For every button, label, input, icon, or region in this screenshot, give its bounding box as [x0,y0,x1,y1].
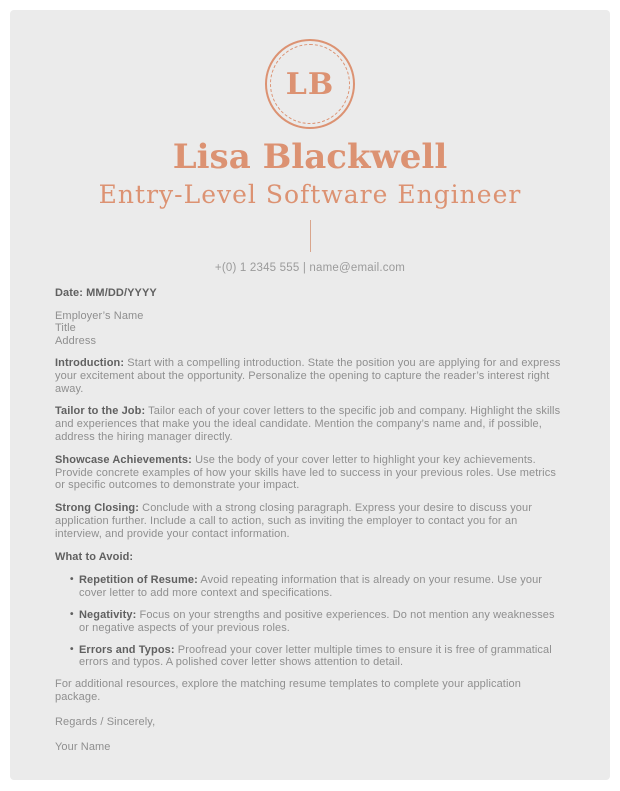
list-item-lead: Repetition of Resume: [79,574,198,587]
monogram-badge [265,39,355,129]
list-item-text: Proofread your cover letter multiple times to ensure it is free of grammatical errors and typos. A polished cover letter shows attention to detail. [79,643,552,669]
letter-header [10,39,610,274]
bullet-icon: • [70,608,74,620]
signoff: Regards / Sincerely, [55,715,156,728]
list-item [71,574,565,600]
bullet-icon: • [70,643,74,655]
paragraph-text: Tailor each of your cover letters to the specific job and company. Highlight the skills and experiences that make you the ideal candidate. Mention the company’s name and, if possible, address the hiring manager directly. [55,405,561,443]
bullet-icon: • [70,574,74,586]
paragraph-tailor [55,405,565,443]
monogram-initials: LB [285,66,335,102]
closing-note: For additional resources, explore the matching resume templates to complete your application package. [55,678,521,703]
paragraph-lead: Showcase Achievements: [55,453,192,466]
recipient-name: Employer’s Name [55,309,144,322]
paragraph-lead: Introduction: [55,356,125,369]
paragraph-lead: Strong Closing: [55,502,139,515]
paragraph-showcase [55,454,565,492]
paragraph-text: Start with a compelling introduction. State the position you are applying for and express your excitement about the opportunity. Personalize the opening to capture the reader’s interest right away. [55,356,561,395]
paragraph-closing [55,502,565,540]
person-name: Lisa Blackwell [172,137,448,177]
date-line [55,287,565,300]
list-item-lead: Errors and Typos: [79,643,175,656]
paragraph-text: Use the body of your cover letter to highlight your key achievements. Provide concrete examples of how your skills have led to success in your previous roles. Use metrics or specific outcomes to demonstrate your impact. [55,453,556,492]
contact-info: +(0) 1 2345 555 | name@email.com [214,261,406,274]
list-item [71,609,565,635]
avoid-heading: What to Avoid: [55,550,134,563]
letter-body [10,287,610,754]
paragraph-introduction [55,357,565,395]
avoid-list [71,574,565,669]
header-divider [310,220,311,252]
list-item-text: Avoid repeating information that is already on your resume. Use your cover letter to add more context and specifications. [79,574,543,600]
person-job-title: Entry-Level Software Engineer [98,179,522,209]
paragraph-lead: Tailor to the Job: [55,405,146,418]
paragraph-text: Conclude with a strong closing paragraph. Express your desire to discuss your application further. Include a call to action, such as inviting the employer to contact you for an interview, and provide your contact information. [55,502,532,540]
signature-name: Your Name [55,740,111,753]
recipient-address: Address [55,335,97,348]
date-label: Date: [55,286,84,299]
cover-letter-page [10,10,610,780]
list-item [71,644,565,670]
recipient-block [55,310,565,348]
recipient-title: Title [55,322,76,335]
date-value: MM/DD/YYYY [86,286,157,299]
monogram-dashed-ring [270,44,350,124]
list-item-lead: Negativity: [79,608,137,621]
list-item-text: Focus on your strengths and positive experiences. Do not mention any weaknesses or negative aspects of your previous roles. [79,608,555,634]
